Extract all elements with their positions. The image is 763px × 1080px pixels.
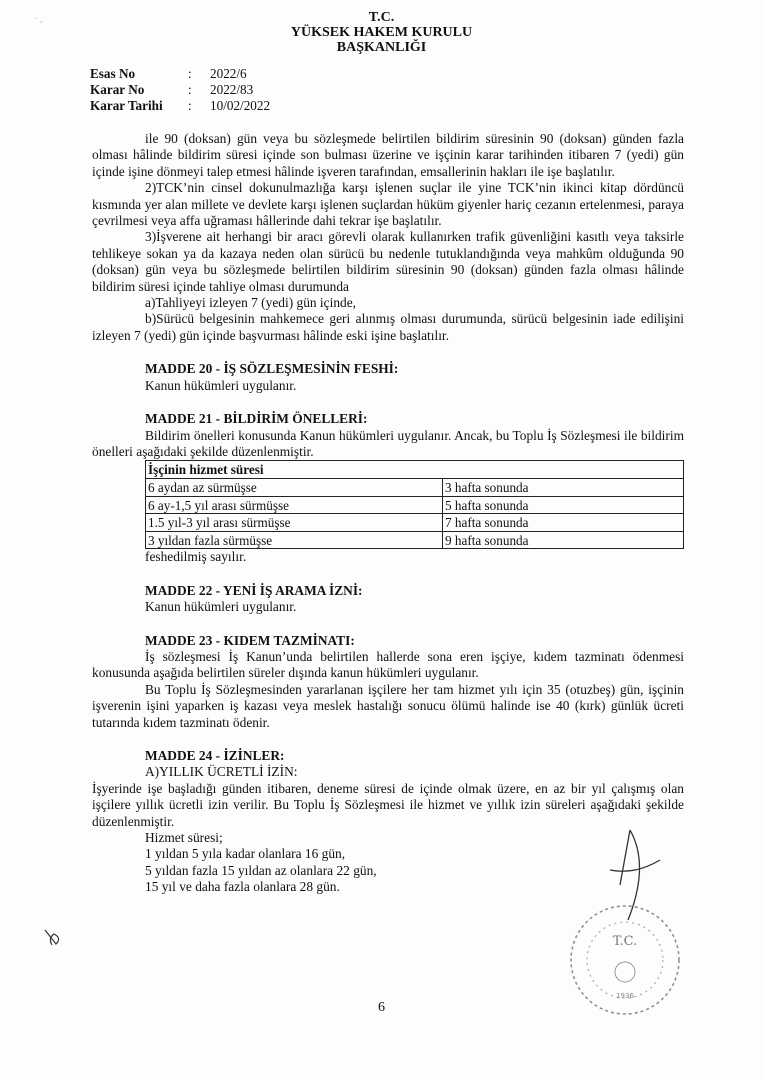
paragraph: 3)İşverene ait herhangi bir aracı görevli olarak kullanırken trafik güvenliğini kasıtlı veya taksirle tehlikeye sokan ya da kazaya neden olan sürücü bu nedenle tutuklandığında veya mahkûm olduğunda 90 (doksan) gün veya bu sözleşmede belirtilen bildirim süresinin 90 (doksan) günden fazla olması hâlinde bildirim süresi içinde tahliye olması durumunda bbox=[92, 229, 684, 294]
meta-row-esas bbox=[90, 66, 270, 82]
paragraph: a)Tahliyeyi izleyen 7 (yedi) gün içinde, bbox=[145, 295, 356, 311]
meta-value: 2022/6 bbox=[210, 66, 247, 81]
svg-text:1936: 1936 bbox=[616, 992, 634, 1000]
article-text: İşyerinde işe başladığı günden itibaren, deneme süresi de içinde olmak üzere, en az bir yıl çalışmış olan işçilere yıllık ücretli izin verilir. Bu Toplu İş Sözleşmesi ile hizmet ve yıllık izin süreleri aşağıdaki şekilde düzenlenmiştir. bbox=[92, 780, 684, 829]
table-cell: 5 hafta sonunda bbox=[443, 496, 684, 514]
header-line-presidency: BAŞKANLIĞI bbox=[336, 40, 427, 55]
article-heading-22: MADDE 22 - YENİ İŞ ARAMA İZNİ: bbox=[145, 582, 363, 598]
table-cell: 7 hafta sonunda bbox=[443, 514, 684, 532]
meta-value: 2022/83 bbox=[210, 82, 254, 97]
paragraph: 2)TCK’nin cinsel dokunulmazlığa karşı işlenen suçlar ile yine TCK’nin ikinci kitap dördüncü kısmında yer alan millete ve devlete karşı işlenen suçlardan hüküm giyenler hariç cezanın ertelenmesi, paraya çevrilmesi veya affa uğraması hâllerinde dahi tekrar işe başlatılır. bbox=[92, 180, 684, 229]
article-text: Kanun hükümleri uygulanır. bbox=[145, 599, 297, 615]
paragraph: b)Sürücü belgesinin mahkemece geri alınmış olması durumunda, sürücü belgesinin iade edilişini izleyen 7 (yedi) gün içinde başvurması hâlinde eski işine başlatılır. bbox=[92, 311, 684, 343]
article-text: Kanun hükümleri uygulanır. bbox=[145, 377, 297, 393]
article-text: Bu Toplu İş Sözleşmesinden yararlanan işçilere her tam hizmet yılı için 35 (otuzbeş) gün, işçinin işverenin işini yaparken iş kazası veya meslek hastalığı sonucu ölümü halinde ise 40 (kırk) günlük ücreti tutarında kıdem tazminatı ödenir. bbox=[92, 681, 684, 730]
document-body bbox=[92, 131, 684, 896]
meta-colon: : bbox=[188, 66, 192, 81]
header-line-tc: T.C. bbox=[368, 10, 395, 25]
list-title: Hizmet süresi; bbox=[145, 829, 223, 845]
scan-speck: · , bbox=[34, 14, 43, 25]
case-metadata bbox=[90, 66, 270, 114]
table-header: İşçinin hizmet süresi bbox=[146, 461, 684, 479]
meta-value: 10/02/2022 bbox=[210, 98, 271, 113]
table-row bbox=[146, 531, 684, 549]
table-cell: 9 hafta sonunda bbox=[443, 531, 684, 549]
meta-label: Esas No bbox=[90, 66, 136, 81]
table-row bbox=[146, 478, 684, 496]
page-number: 6 bbox=[378, 1000, 385, 1015]
meta-label: Karar Tarihi bbox=[90, 98, 163, 113]
meta-colon: : bbox=[188, 98, 192, 113]
header-line-institution: YÜKSEK HAKEM KURULU bbox=[290, 25, 473, 40]
list-item: 1 yıldan 5 yıla kadar olanlara 16 gün, bbox=[145, 846, 346, 862]
margin-handwritten-mark bbox=[42, 928, 66, 948]
list-item: 5 yıldan fazla 15 yıldan az olanlara 22 gün, bbox=[145, 862, 377, 878]
paragraph: ile 90 (doksan) gün veya bu sözleşmede belirtilen bildirim süresinin 90 (doksan) günden fazla olması hâlinde bildirim süresi içinde son bulması üzerine ve işçinin karar tarihinden itibaren 7 (yedi) gün içinde işine dönmeyi talep etmesi hâlinde işveren tarafından, emsallerinin hakları ile işe başlatılır. bbox=[92, 131, 684, 179]
article-text: İş sözleşmesi İş Kanun’unda belirtilen hallerde sona eren işçiye, kıdem tazminatı ödenmesi konusunda aşağıda belirtilen süreler dışında kanun hükümleri uygulanır. bbox=[92, 648, 684, 681]
article-subtitle: A)YILLIK ÜCRETLİ İZİN: bbox=[145, 764, 298, 780]
article-heading-23: MADDE 23 - KIDEM TAZMİNATI: bbox=[145, 632, 355, 648]
article-heading-21: MADDE 21 - BİLDİRİM ÖNELLERİ: bbox=[145, 411, 368, 427]
table-cell: 1.5 yıl-3 yıl arası sürmüşse bbox=[146, 514, 443, 532]
table-cell: 3 hafta sonunda bbox=[443, 478, 684, 496]
notice-period-table bbox=[145, 460, 684, 549]
table-cell: 6 aydan az sürmüşse bbox=[146, 478, 443, 496]
table-header-row bbox=[146, 461, 684, 479]
svg-text:T.C.: T.C. bbox=[612, 934, 638, 949]
table-cell: 3 yıldan fazla sürmüşse bbox=[146, 531, 443, 549]
table-cell: 6 ay-1,5 yıl arası sürmüşse bbox=[146, 496, 443, 514]
article-text: feshedilmiş sayılır. bbox=[145, 549, 247, 565]
document-header bbox=[0, 10, 763, 55]
table-row bbox=[146, 496, 684, 514]
table-row bbox=[146, 514, 684, 532]
article-heading-24: MADDE 24 - İZİNLER: bbox=[145, 747, 285, 763]
list-item: 15 yıl ve daha fazla olanlara 28 gün. bbox=[145, 879, 340, 895]
meta-label: Karar No bbox=[90, 82, 145, 97]
meta-row-karar bbox=[90, 82, 270, 98]
article-text: Bildirim önelleri konusunda Kanun hükümleri uygulanır. Ancak, bu Toplu İş Sözleşmesi ile bildirim önelleri aşağıdaki şekilde düzenlenmiştir. bbox=[92, 427, 684, 459]
meta-row-tarih bbox=[90, 98, 270, 114]
meta-colon: : bbox=[188, 82, 192, 97]
article-heading-20: MADDE 20 - İŞ SÖZLEŞMESİNİN FESHİ: bbox=[145, 361, 399, 377]
